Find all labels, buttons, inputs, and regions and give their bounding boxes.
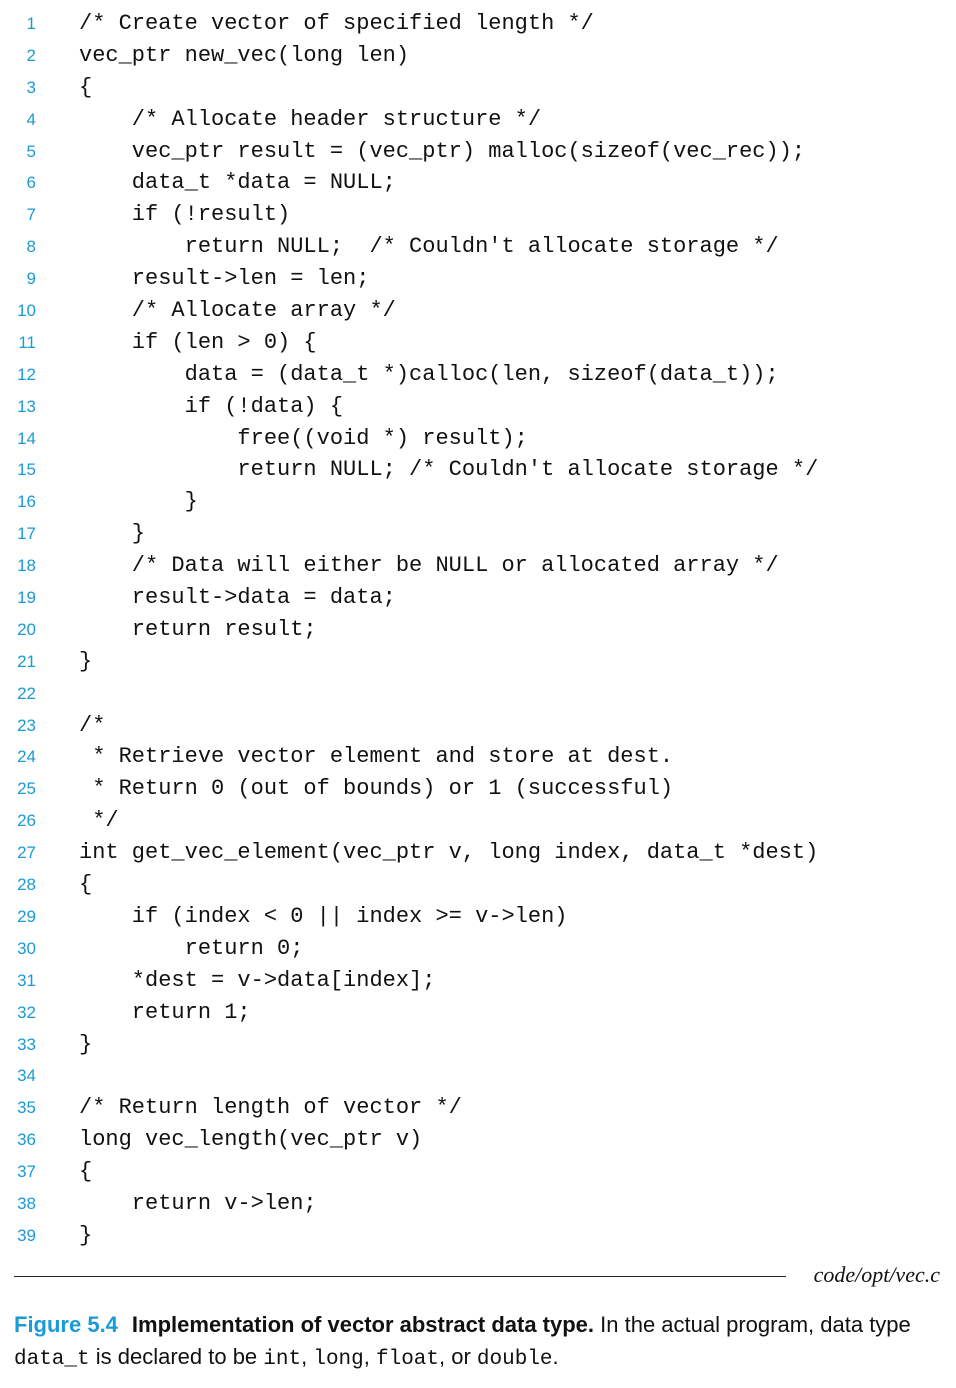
code-line <box>0 997 956 1029</box>
line-number: 5 <box>26 141 36 161</box>
code-line <box>0 1060 956 1092</box>
code-line <box>0 104 956 136</box>
line-number: 22 <box>17 683 36 703</box>
code-line <box>0 72 956 104</box>
code-text: vec_ptr new_vec(long len) <box>79 42 410 68</box>
code-text: } <box>79 1222 93 1248</box>
line-number: 11 <box>18 332 36 352</box>
line-number: 17 <box>17 524 36 544</box>
caption-code: double <box>476 1348 553 1371</box>
code-text: } <box>79 1031 93 1057</box>
code-line <box>0 263 956 295</box>
code-line <box>0 550 956 582</box>
code-text: vec_ptr result = (vec_ptr) malloc(sizeof(vec_rec)); <box>79 138 806 164</box>
line-number: 3 <box>26 77 36 97</box>
code-text: if (!result) <box>79 202 291 228</box>
line-number: 25 <box>17 779 36 799</box>
code-line <box>0 1029 956 1061</box>
line-number: 30 <box>17 938 36 958</box>
caption-text: , or <box>439 1344 477 1369</box>
line-number: 6 <box>26 173 36 193</box>
code-line <box>0 295 956 327</box>
code-text: } <box>79 521 146 547</box>
line-number: 37 <box>17 1162 36 1182</box>
caption-text: , <box>363 1344 376 1369</box>
line-number: 31 <box>17 970 36 990</box>
line-number: 18 <box>17 556 36 576</box>
code-text: * Retrieve vector element and store at dest. <box>79 744 674 770</box>
code-text: return NULL; /* Couldn't allocate storage */ <box>79 234 779 260</box>
line-number: 4 <box>26 109 36 129</box>
source-file-label: code/opt/vec.c <box>813 1262 940 1287</box>
code-line <box>0 359 956 391</box>
code-line <box>0 454 956 486</box>
code-text: return result; <box>79 616 317 642</box>
code-line <box>0 231 956 263</box>
code-text: * Return 0 (out of bounds) or 1 (successful) <box>79 776 674 802</box>
code-line <box>0 773 956 805</box>
line-number: 27 <box>17 843 36 863</box>
figure-caption <box>14 1309 944 1376</box>
figure-title: Implementation of vector abstract data type. <box>131 1312 595 1337</box>
line-number: 24 <box>17 747 36 767</box>
code-text: /* Data will either be NULL or allocated array */ <box>79 553 779 579</box>
caption-text: . <box>552 1344 559 1369</box>
code-line <box>0 869 956 901</box>
code-text: *dest = v->data[index]; <box>79 967 436 993</box>
line-number: 32 <box>17 1002 36 1022</box>
code-line <box>0 901 956 933</box>
code-line <box>0 805 956 837</box>
line-number: 7 <box>26 205 36 225</box>
code-text: long vec_length(vec_ptr v) <box>79 1127 423 1153</box>
code-line <box>0 741 956 773</box>
line-number: 19 <box>17 588 36 608</box>
code-text: return 1; <box>79 999 251 1025</box>
line-number: 14 <box>17 428 36 448</box>
code-line <box>0 837 956 869</box>
code-text: { <box>79 74 93 100</box>
caption-text: , <box>301 1344 314 1369</box>
line-number: 1 <box>26 14 36 33</box>
line-number: 20 <box>17 619 36 639</box>
figure-number: Figure 5.4 <box>14 1312 118 1337</box>
code-text: } <box>79 489 198 515</box>
code-text: return v->len; <box>79 1190 317 1216</box>
line-number: 28 <box>17 875 36 895</box>
code-line <box>0 136 956 168</box>
line-number: 36 <box>17 1130 36 1150</box>
code-line <box>0 1156 956 1188</box>
line-number: 16 <box>17 492 36 512</box>
caption-text: is declared to be <box>89 1344 264 1369</box>
code-line <box>0 965 956 997</box>
caption-code: float <box>376 1348 440 1371</box>
code-text: { <box>79 1159 93 1185</box>
code-text: if (!data) { <box>79 393 344 419</box>
line-number: 29 <box>17 906 36 926</box>
code-line <box>0 167 956 199</box>
line-number: 10 <box>17 301 36 321</box>
code-text: /* Create vector of specified length */ <box>79 11 594 36</box>
line-number: 39 <box>17 1225 36 1245</box>
line-number: 34 <box>17 1066 36 1086</box>
code-line <box>0 614 956 646</box>
caption-code: long <box>313 1348 364 1371</box>
code-line <box>0 678 956 710</box>
code-listing <box>0 8 956 1252</box>
line-number: 2 <box>26 45 36 65</box>
code-line <box>0 1124 956 1156</box>
code-text: result->data = data; <box>79 585 396 611</box>
code-line <box>0 486 956 518</box>
code-text: data = (data_t *)calloc(len, sizeof(data_t)); <box>79 361 779 387</box>
code-text: /* Allocate array */ <box>79 298 396 324</box>
code-line <box>0 710 956 742</box>
code-text: if (len > 0) { <box>79 329 317 355</box>
code-text: /* Return length of vector */ <box>79 1095 462 1121</box>
code-text: } <box>79 648 93 674</box>
code-text: /* <box>79 712 106 738</box>
line-number: 38 <box>17 1193 36 1213</box>
code-line <box>0 327 956 359</box>
code-line <box>0 391 956 423</box>
line-number: 15 <box>17 460 36 480</box>
caption-code: int <box>263 1348 302 1371</box>
code-text: data_t *data = NULL; <box>79 170 396 196</box>
caption-text: In the actual program, data type <box>594 1312 911 1337</box>
caption-code: data_t <box>14 1348 90 1371</box>
code-text: return 0; <box>79 935 304 961</box>
line-number: 12 <box>17 364 36 384</box>
code-line <box>0 1220 956 1252</box>
line-number: 8 <box>26 237 36 257</box>
code-text: result->len = len; <box>79 266 370 292</box>
line-number: 21 <box>17 651 36 671</box>
code-line <box>0 1188 956 1220</box>
code-line <box>0 8 956 40</box>
code-line <box>0 423 956 455</box>
line-number: 23 <box>17 715 36 735</box>
code-text: free((void *) result); <box>79 425 528 451</box>
code-line <box>0 646 956 678</box>
code-text: if (index < 0 || index >= v->len) <box>79 903 568 929</box>
code-line <box>0 1092 956 1124</box>
line-number: 35 <box>17 1098 36 1118</box>
code-line <box>0 518 956 550</box>
code-text: { <box>79 872 93 898</box>
line-number: 33 <box>17 1034 36 1054</box>
code-line <box>0 933 956 965</box>
line-number: 13 <box>17 396 36 416</box>
code-text: /* Allocate header structure */ <box>79 106 542 132</box>
code-text: int get_vec_element(vec_ptr v, long index, data_t *dest) <box>79 840 819 866</box>
code-text: return NULL; /* Couldn't allocate storage */ <box>79 457 819 483</box>
code-line <box>0 199 956 231</box>
line-number: 9 <box>26 269 36 289</box>
line-number: 26 <box>17 811 36 831</box>
listing-divider <box>14 1276 786 1277</box>
code-line <box>0 40 956 72</box>
code-text: */ <box>79 808 119 834</box>
code-line <box>0 582 956 614</box>
